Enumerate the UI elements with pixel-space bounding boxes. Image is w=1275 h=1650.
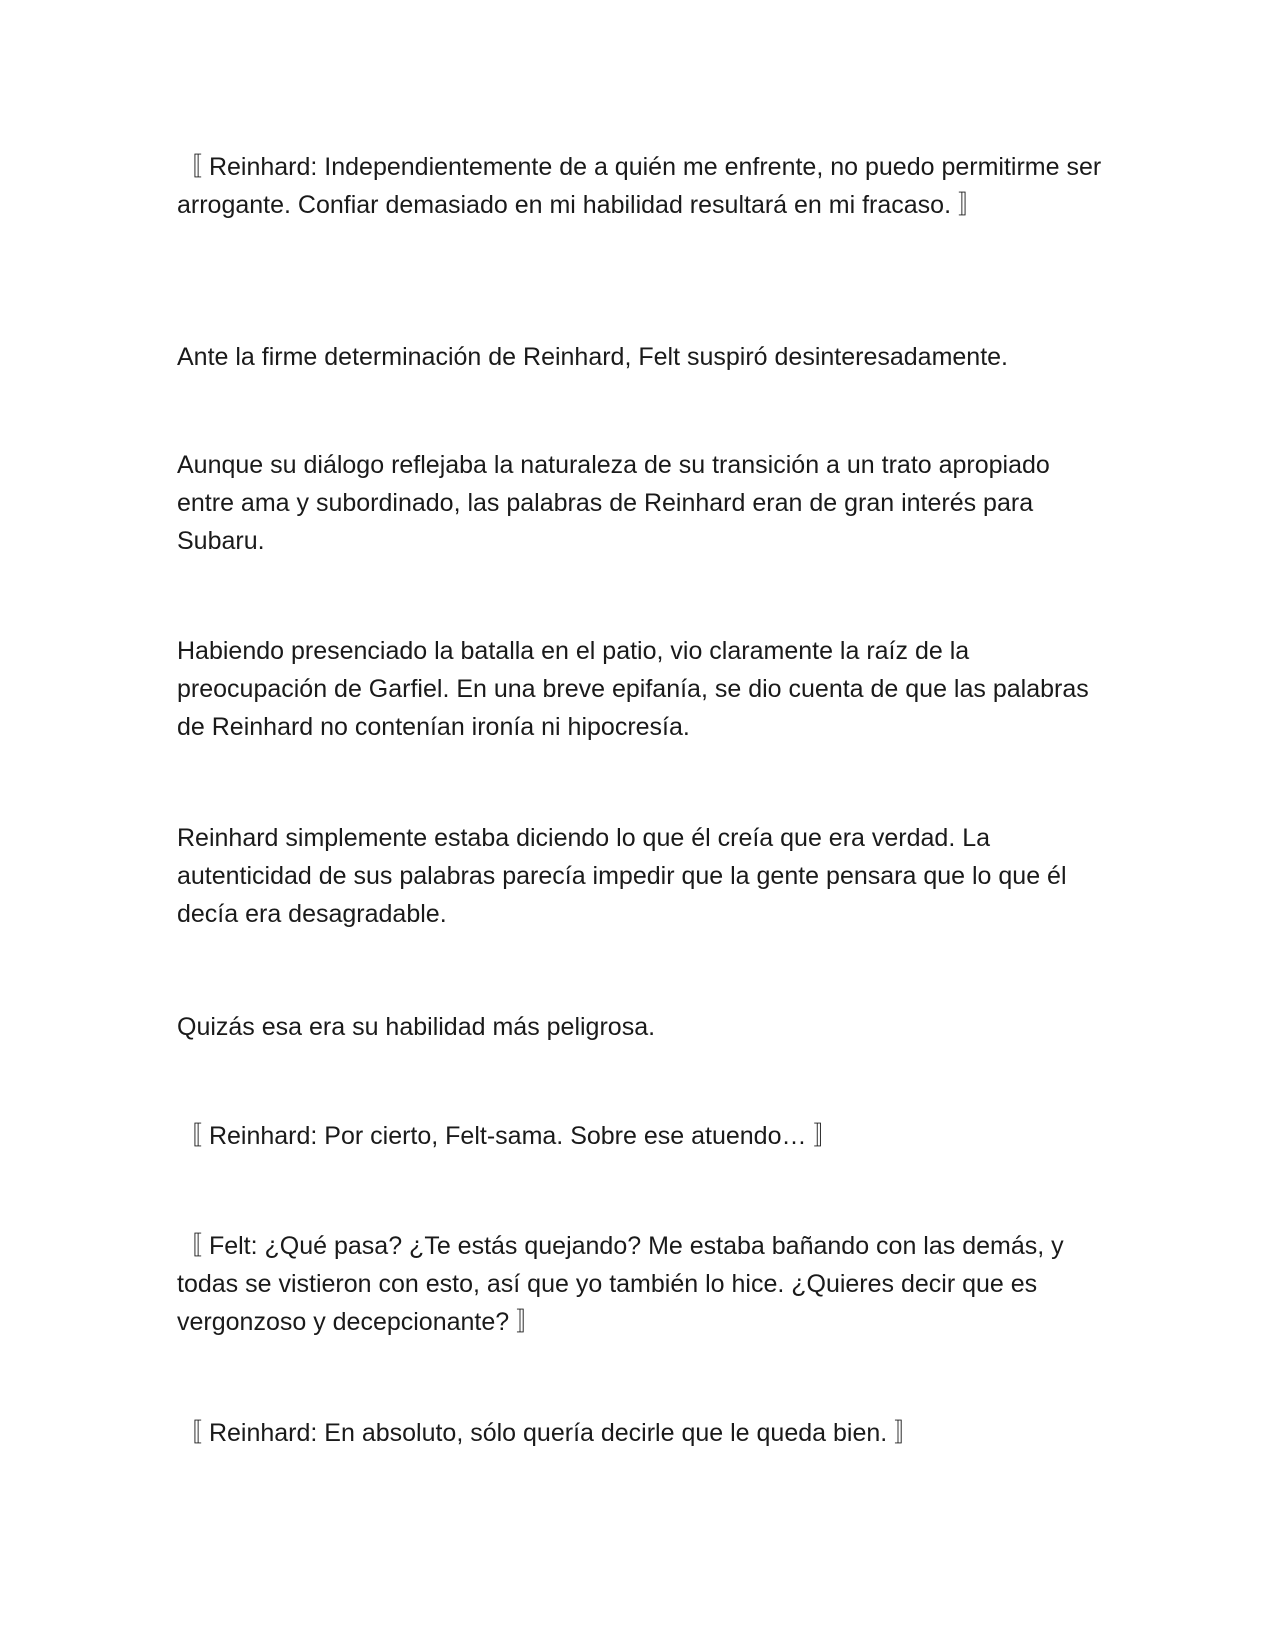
paragraph-narration-4: Reinhard simplemente estaba diciendo lo que él creía que era verdad. La autenticidad de sus palabras parecía impedir que la gente pensara que lo que él decía era desagradable. <box>177 824 1067 928</box>
paragraph-reinhard-dialogue-1: 〚 Reinhard: Independientemente de a quién me enfrente, no puedo permitirme ser arrogante. Confiar demasiado en mi habilidad resultará en mi fracaso. 〛 <box>177 153 1102 219</box>
paragraph-reinhard-dialogue-3: 〚 Reinhard: En absoluto, sólo quería decirle que le queda bien. 〛 <box>177 1419 920 1447</box>
paragraph-reinhard-dialogue-2: 〚 Reinhard: Por cierto, Felt-sama. Sobre ese atuendo… 〛 <box>177 1122 839 1150</box>
paragraph-narration-3: Habiendo presenciado la batalla en el patio, vio claramente la raíz de la preocupación de Garfiel. En una breve epifanía, se dio cuenta de que las palabras de Reinhard no contenían ironía ni hipocresía. <box>177 637 1089 741</box>
paragraph-felt-dialogue: 〚 Felt: ¿Qué pasa? ¿Te estás quejando? Me estaba bañando con las demás, y todas se vistieron con esto, así que yo también lo hice. ¿Quieres decir que es vergonzoso y decepcionante? 〛 <box>177 1232 1064 1336</box>
paragraph-narration-2: Aunque su diálogo reflejaba la naturaleza de su transición a un trato apropiado entre ama y subordinado, las palabras de Reinhard eran de gran interés para Subaru. <box>177 451 1050 555</box>
paragraph-narration-1: Ante la firme determinación de Reinhard, Felt suspiró desinteresadamente. <box>177 343 1008 371</box>
paragraph-narration-5: Quizás esa era su habilidad más peligrosa. <box>177 1013 656 1041</box>
